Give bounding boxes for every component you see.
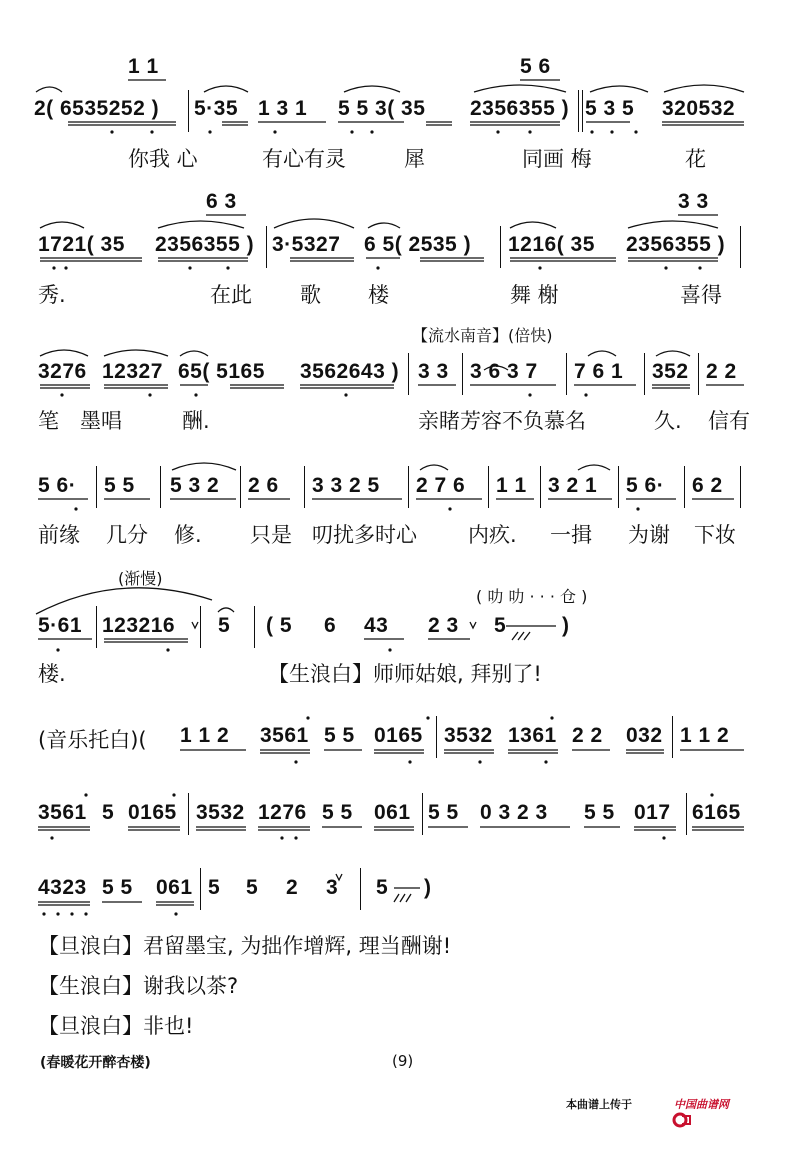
dialogue-line: 【旦浪白】君留墨宝, 为拙作增辉, 理当酬谢!	[38, 934, 452, 958]
notation-segment: 12327	[102, 360, 163, 383]
notation-segment: 2 2	[706, 360, 737, 383]
notation-segment: 5 5	[428, 801, 459, 824]
notation-segment: ( 5	[266, 614, 293, 637]
lyric: 为谢	[628, 523, 670, 547]
lyric: 秀.	[38, 283, 66, 307]
upper-note: 6 3	[206, 190, 237, 213]
notation-segment: 2356355 )	[626, 233, 726, 256]
notation-segment: 6165	[692, 801, 741, 824]
notation-segment: 5	[494, 614, 507, 637]
upper-note: 5 6	[520, 55, 551, 78]
notation-segment: 1 1 2	[180, 724, 230, 747]
dialogue-line: 【生浪白】谢我以茶?	[38, 974, 239, 998]
notation-segment: 5 5	[102, 876, 133, 899]
notation-segment: 5	[246, 876, 259, 899]
percussion-text: ( 叻 叻 · · · 仓 )	[476, 587, 588, 606]
notation-segment: )	[562, 614, 570, 637]
notation-segment: 5 5	[322, 801, 353, 824]
notation-segment: 1 1 2	[680, 724, 730, 747]
notation-segment: 2	[286, 876, 299, 899]
notation-segment: 2356355 )	[155, 233, 255, 256]
lyric: 你我 心	[128, 147, 198, 171]
lyric: 信有	[708, 409, 750, 433]
notation-segment: 032	[626, 724, 663, 747]
lyric: 花	[685, 147, 706, 171]
notation-segment: 5 6·	[38, 474, 77, 497]
score-title: (春暖花开醉杏楼)	[40, 1055, 151, 1071]
notation-segment: 123216	[102, 614, 176, 637]
notation-segment: 7 6 1	[574, 360, 624, 383]
notation-segment: 1 3 1	[258, 97, 308, 120]
lyric: 前缘	[38, 523, 80, 547]
upper-note: 3 3	[678, 190, 709, 213]
upload-note: 本曲谱上传于	[566, 1098, 632, 1111]
notation-segment: 3561	[260, 724, 309, 747]
notation-segment: 1276	[258, 801, 307, 824]
lyric: 【生浪白】师师姑娘, 拜别了!	[268, 662, 542, 686]
notation-segment: 5 5 3( 35	[338, 97, 426, 120]
notation-segment: 5	[102, 801, 115, 824]
notation-segment: 3 3 2 5	[312, 474, 380, 497]
page-number: (9)	[392, 1052, 414, 1070]
notation-segment: 3532	[196, 801, 245, 824]
notation-segment: 2 2	[572, 724, 603, 747]
notation-segment: 3 6 3 7	[470, 360, 538, 383]
notation-segment: 3 2 1	[548, 474, 598, 497]
notation-segment: 6 2	[692, 474, 723, 497]
notation-segment: 5·61	[38, 614, 83, 637]
notation-segment: 017	[634, 801, 671, 824]
notation-segment: )	[424, 876, 432, 899]
notation-segment: 6 5( 2535 )	[364, 233, 472, 256]
lyric: 几分	[106, 523, 148, 547]
lyric: 只是	[250, 523, 292, 547]
lyric: 犀	[404, 147, 425, 171]
lyric: 内疚.	[468, 523, 517, 547]
lyric: 下妆	[694, 523, 736, 547]
notation-segment: 5 3 2	[170, 474, 220, 497]
lyric: 酬.	[182, 409, 210, 433]
notation-segment: 43	[364, 614, 389, 637]
music-cue-label: (音乐托白)(	[38, 728, 147, 752]
notation-segment: 5 5	[104, 474, 135, 497]
lyric: 笔	[38, 409, 59, 433]
notation-segment: 061	[156, 876, 193, 899]
notation-segment: 2 3	[428, 614, 459, 637]
notation-segment: 5	[208, 876, 221, 899]
lyric: 楼.	[38, 662, 66, 686]
lyric: 楼	[368, 283, 389, 307]
notation-segment: 5 3 5	[585, 97, 635, 120]
notation-segment: 65( 5165	[178, 360, 265, 383]
notation-segment: 2 6	[248, 474, 279, 497]
lyric: 墨唱	[80, 409, 122, 433]
site-name: 中国曲谱网	[674, 1098, 729, 1111]
notation-segment: 0 3 2 3	[480, 801, 548, 824]
lyric: 同画 梅	[522, 147, 592, 171]
lyric: 亲睹芳容不负慕名	[418, 409, 586, 433]
lyric: 歌	[300, 283, 321, 307]
lyric: 修.	[174, 523, 202, 547]
notation-segment: 1361	[508, 724, 557, 747]
notation-segment: 2( 6535252 )	[34, 97, 160, 120]
tempo-mark: (渐慢)	[118, 569, 163, 588]
notation-segment: 6	[324, 614, 337, 637]
lyric: 久.	[654, 409, 682, 433]
notation-segment: 061	[374, 801, 411, 824]
notation-segment: 2 7 6	[416, 474, 466, 497]
lyric: 有心有灵	[262, 147, 346, 171]
lyric: 叨扰多时心	[312, 523, 417, 547]
section-label: 【流水南音】(倍快)	[412, 326, 553, 345]
notation-segment: 352	[652, 360, 689, 383]
notation-segment: 5	[218, 614, 231, 637]
lyric: 一揖	[550, 523, 592, 547]
notation-segment: 1721( 35	[38, 233, 125, 256]
notation-segment: 4323	[38, 876, 87, 899]
notation-segment: 3·5327	[272, 233, 341, 256]
notation-segment: 3	[326, 876, 339, 899]
notation-segment: 320532	[662, 97, 736, 120]
notation-segment: 5 5	[584, 801, 615, 824]
notation-segment: 0165	[128, 801, 177, 824]
dialogue-line: 【旦浪白】非也!	[38, 1014, 194, 1038]
notation-segment: 5	[376, 876, 389, 899]
notation-segment: 2356355 )	[470, 97, 570, 120]
notation-segment: 3562643 )	[300, 360, 400, 383]
upper-note: 1 1	[128, 55, 159, 78]
lyric: 在此	[210, 283, 252, 307]
notation-segment: 1216( 35	[508, 233, 595, 256]
notation-segment: 3 3	[418, 360, 449, 383]
notation-segment: 5 6·	[626, 474, 665, 497]
notation-segment: 3276	[38, 360, 87, 383]
lyric: 喜得	[680, 283, 722, 307]
notation-segment: 0165	[374, 724, 423, 747]
notation-segment: 5·35	[194, 97, 239, 120]
notation-segment: 3532	[444, 724, 493, 747]
lyric: 舞 榭	[510, 283, 559, 307]
notation-segment: 1 1	[496, 474, 527, 497]
notation-segment: 5 5	[324, 724, 355, 747]
notation-segment: 3561	[38, 801, 87, 824]
